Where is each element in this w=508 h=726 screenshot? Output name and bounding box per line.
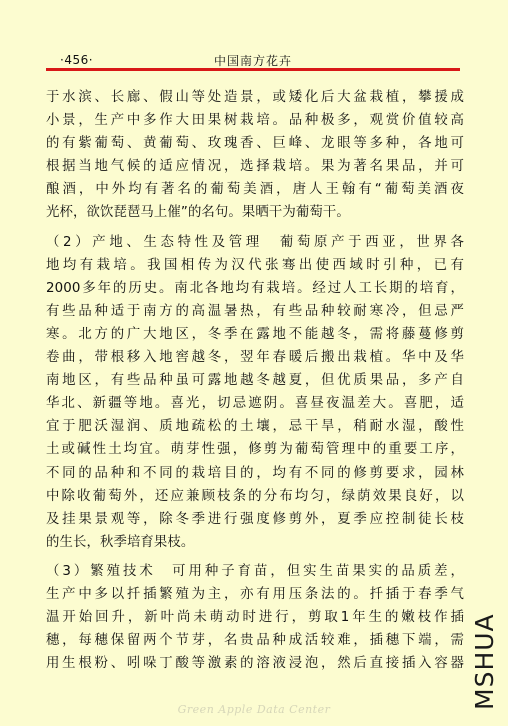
header-rule [46, 68, 460, 71]
side-logo: MSHUA [470, 613, 499, 711]
page-number: ·456· [60, 53, 94, 67]
watermark: Green Apple Data Center [177, 703, 331, 716]
text-line: 寒。北方的广大地区，冬季在露地不能越冬，需将藤蔓修剪 [46, 326, 464, 342]
text-line: 有些品种适于南方的高温暑热，有些品种较耐寒冷，但忌严 [46, 303, 464, 319]
page-title: 中国南方花卉 [213, 54, 292, 68]
text-line: 酿酒，中外均有著名的葡萄美酒，唐人王翰有“葡萄美酒夜 [46, 182, 464, 198]
text-line: 温开始回升，新叶尚未萌动时进行，剪取1年生的嫩枝作插 [46, 610, 464, 626]
text-line: 的有紫葡萄、黄葡萄、玫瑰香、巨峰、龙眼等多种，各地可 [46, 136, 464, 152]
text-line: 中除收葡萄外，还应兼顾枝条的分布均匀，绿荫效果良好，以 [46, 488, 464, 504]
text-line: 土或碱性土均宜。萌芽性强，修剪为葡萄管理中的重要工序， [46, 442, 464, 458]
text-line: 地均有栽培。我国相传为汉代张骞出使西域时引种，已有 [46, 257, 464, 273]
text-line: 2000多年的历史。南北各地均有栽培。经过人工长期的培育， [46, 280, 464, 296]
body-text [46, 86, 464, 675]
text-line: 穗，每穗保留两个节芽，名贵品种成活较难，插穗下端，需 [46, 633, 464, 649]
page-header [46, 52, 460, 68]
text-line: 华北、新疆等地。喜光，切忌遮阴。喜昼夜温差大。喜肥，适 [46, 396, 464, 412]
text-line: 用生根粉、吲哚丁酸等激素的溶液浸泡，然后直接插入容器 [46, 656, 464, 672]
text-line: 不同的品种和不同的栽培目的，均有不同的修剪要求，园林 [46, 465, 464, 481]
text-line: 小景，生产中多作大田果树栽培。品种极多，观赏价值较高 [46, 113, 464, 129]
text-line: 及挂果景观等，除冬季进行强度修剪外，夏季应控制徒长枝 [46, 511, 464, 527]
text-line: 光杯，欲饮琵琶马上催”的名句。果晒干为葡萄干。 [46, 205, 350, 221]
text-line: （2）产地、生态特性及管理 葡萄原产于西亚，世界各 [46, 234, 464, 250]
text-line: 于水滨、长廊、假山等处造景，或矮化后大盆栽植，攀援成 [46, 90, 464, 105]
text-line: 宜于肥沃湿润、质地疏松的土壤，忌干旱，稍耐水湿，酸性 [46, 419, 464, 435]
text-line: 根据当地气候的适应情况，选择栽培。果为著名果品，并可 [46, 159, 464, 175]
text-line: （3）繁殖技术 可用种子育苗，但实生苗果实的品质差， [46, 563, 464, 579]
text-line: 的生长，秋季培育果枝。 [46, 534, 195, 550]
text-line: 南地区，有些品种虽可露地越冬越夏，但优质果品，多产自 [46, 373, 464, 389]
text-line: 生产中多以扦插繁殖为主，亦有用压条法的。扦插于春季气 [46, 586, 464, 602]
text-line: 卷曲，带根移入地窖越冬，翌年春暖后搬出栽植。华中及华 [46, 350, 464, 366]
